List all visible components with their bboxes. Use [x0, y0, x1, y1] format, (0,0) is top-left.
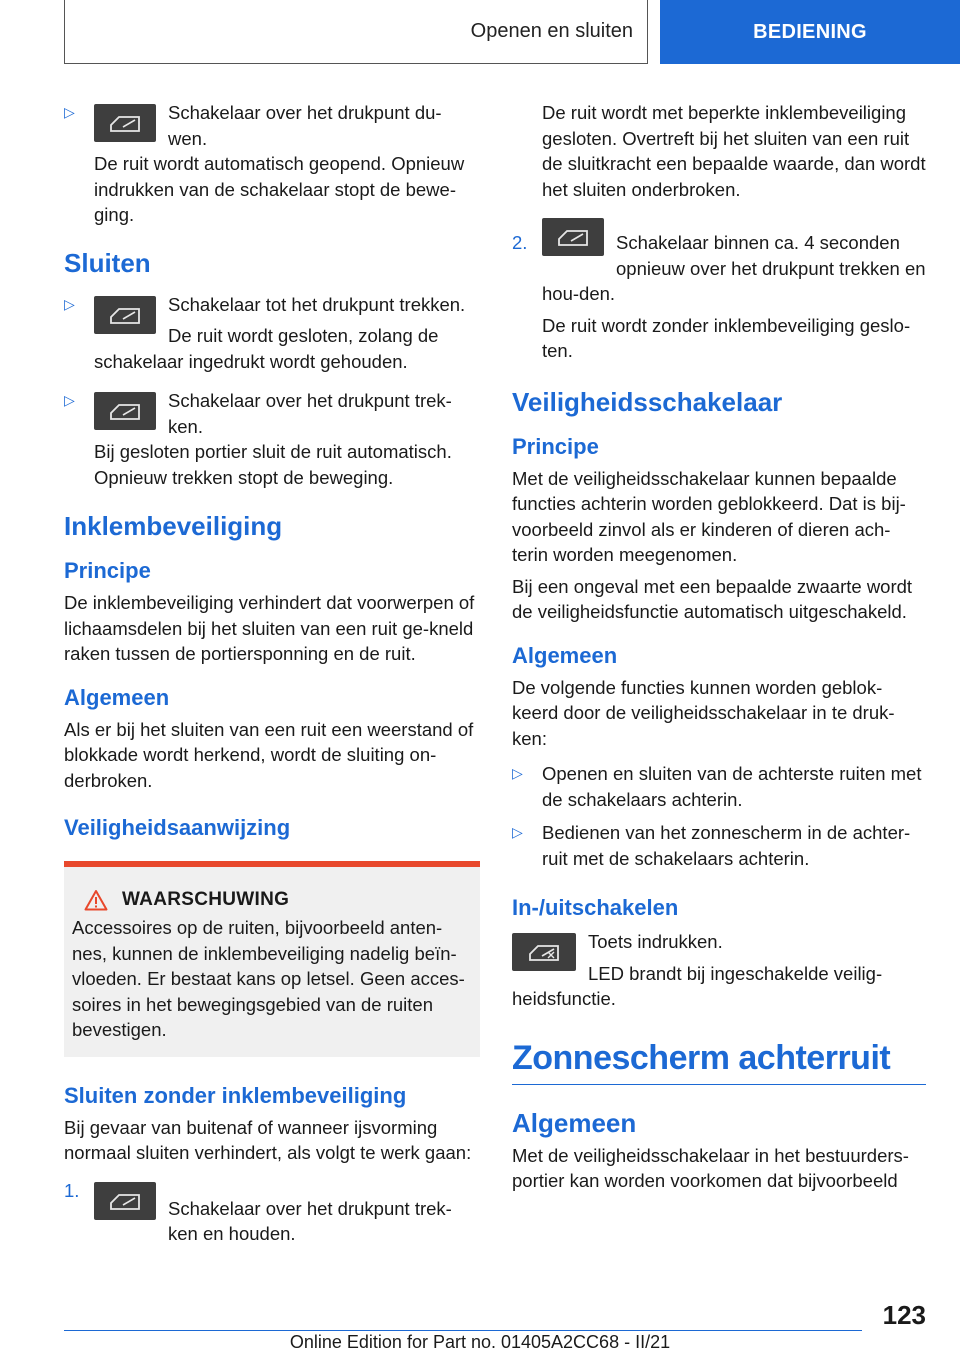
list-item: [64, 292, 480, 375]
step2-text: Schakelaar binnen ca. 4 seconden opnieuw over het drukpunt trekken en hou-den.: [542, 232, 926, 304]
list-item: [64, 388, 480, 490]
warning-box: [64, 861, 480, 1057]
triangle-bullet-icon: ▷: [512, 824, 523, 840]
header-tab-title: Openen en sluiten: [470, 20, 633, 42]
list-item: [64, 100, 480, 228]
close-label-1: Schakelaar tot het drukpunt trekken.: [168, 293, 466, 315]
list-item: [512, 820, 926, 871]
function-item-1: Openen en sluiten van de achterste ruiten met de schakelaars achterin.: [542, 763, 922, 810]
algemeen-text: Als er bij het sluiten van een ruit een weerstand of blokkade wordt herkend, wordt de sluiting on-derbroken.: [64, 718, 474, 791]
left-column: [64, 100, 480, 1247]
window-switch-icon: [94, 296, 156, 334]
list-item: [512, 761, 926, 812]
safety-switch-block: [512, 929, 926, 1012]
subheading-in-uitschakelen: In-/uitschakelen: [512, 895, 679, 920]
subheading-veiligheidsaanwijzing: Veiligheidsaanwijzing: [64, 815, 291, 840]
warning-triangle-icon: [84, 889, 108, 911]
principe-text-1: Met de veiligheidsschakelaar kunnen bepaalde functies achterin worden geblokkeerd. Dat is bij-voorbeeld zinvol als er kinderen of dieren ach-terin worden meegenomen.: [512, 467, 906, 565]
triangle-bullet-icon: ▷: [512, 765, 523, 781]
subheading-algemeen-right: Algemeen: [512, 642, 618, 668]
step2-desc: De ruit wordt zonder inklembeveiliging geslo-ten.: [542, 314, 911, 361]
warning-text: Accessoires op de ruiten, bijvoorbeeld anten-nes, kunnen de inklembeveiliging nadelig beïn-vloeden. Er bestaat kans op letsel. Geen acces-soires in het bewegingsgebied van de ruiten bevestigen.: [72, 917, 465, 1040]
open-label: Schakelaar over het drukpunt du-wen.: [168, 102, 442, 149]
close-desc-2: Bij gesloten portier sluit de ruit automatisch. Opnieuw trekken stopt de beweging.: [94, 441, 452, 488]
header-tab: [64, 0, 648, 64]
zonder-text: Bij gevaar van buitenaf of wanneer ijsvorming normaal sluiten verhindert, als volgt te werk gaan:: [64, 1116, 472, 1163]
principe-text-2: Bij een ongeval met een bepaalde zwaarte wordt de veiligheidsfunctie automatisch uitgeschakeld.: [512, 575, 913, 622]
triangle-bullet-icon: ▷: [64, 295, 75, 312]
step1-text: Schakelaar over het drukpunt trek-ken en houden.: [168, 1197, 452, 1244]
step-number: 1.: [64, 1179, 80, 1201]
principe-text: De inklembeveiliging verhindert dat voorwerpen of lichaamsdelen bij het sluiten van een ruit ge-kneld raken tussen de portiersponning en de ruit.: [64, 592, 475, 664]
step-item: [64, 1178, 480, 1247]
window-switch-icon: [94, 392, 156, 430]
close-desc-1: De ruit wordt gesloten, zolang de schakelaar ingedrukt wordt gehouden.: [94, 325, 439, 372]
subheading-algemeen-zonnescherm: Algemeen: [512, 1107, 637, 1138]
footer-edition: Online Edition for Part no. 01405A2CC68 - II/21: [289, 1332, 671, 1352]
warning-title: [84, 889, 472, 911]
window-switch-icon: [542, 218, 604, 256]
subheading-sluiten-zonder: Sluiten zonder inklembeveiliging: [64, 1082, 407, 1108]
algemeen-text-right: De volgende functies kunnen worden geblok-keerd door de veiligheidsschakelaar in te druk-ken:: [512, 676, 895, 749]
step-item: [512, 214, 926, 364]
step1-continuation: De ruit wordt met beperkte inklembeveiliging gesloten. Overtreft bij het sluiten van een ruit de sluitkracht een bepaalde waarde, dan wordt het sluiten onderbroken.: [542, 102, 926, 200]
zonnescherm-text: Met de veiligheidsschakelaar in het bestuurders-portier kan worden voorkomen dat bijvoorbeeld: [512, 1144, 909, 1191]
section-heading-sluiten: Sluiten: [64, 247, 151, 278]
step-number: 2.: [512, 232, 528, 253]
subheading-principe: Principe: [64, 558, 151, 583]
child-lock-button-icon: [512, 933, 576, 971]
function-item-2: Bedienen van het zonnescherm in de achter-ruit met de schakelaars achterin.: [542, 822, 911, 869]
footer-divider: [64, 1330, 862, 1331]
chapter-heading-zonnescherm: Zonnescherm achterruit: [512, 1038, 926, 1085]
subheading-algemeen: Algemeen: [64, 684, 170, 710]
header-section-label: BEDIENING: [753, 20, 867, 43]
close-label-2: Schakelaar over het drukpunt trek-ken.: [168, 390, 452, 437]
warning-title-text: WAARSCHUWING: [122, 889, 290, 910]
triangle-bullet-icon: ▷: [64, 392, 75, 408]
window-switch-icon: [94, 104, 156, 142]
window-switch-icon: [94, 1182, 156, 1220]
open-desc: De ruit wordt automatisch geopend. Opnieuw indrukken van de schakelaar stopt de bewe-ging.: [94, 153, 465, 225]
triangle-bullet-icon: ▷: [64, 104, 75, 120]
section-heading-inklembeveiliging: Inklembeveiliging: [64, 511, 283, 541]
section-heading-veiligheidsschakelaar: Veiligheidsschakelaar: [512, 386, 783, 417]
subheading-principe-right: Principe: [512, 433, 599, 459]
right-column: [512, 100, 926, 1194]
inuit-desc: LED brandt bij ingeschakelde veilig-heidsfunctie.: [512, 962, 883, 1009]
page-number: 123: [882, 1300, 926, 1330]
header-section-tab: [660, 0, 960, 64]
inuit-label: Toets indrukken.: [588, 931, 723, 952]
